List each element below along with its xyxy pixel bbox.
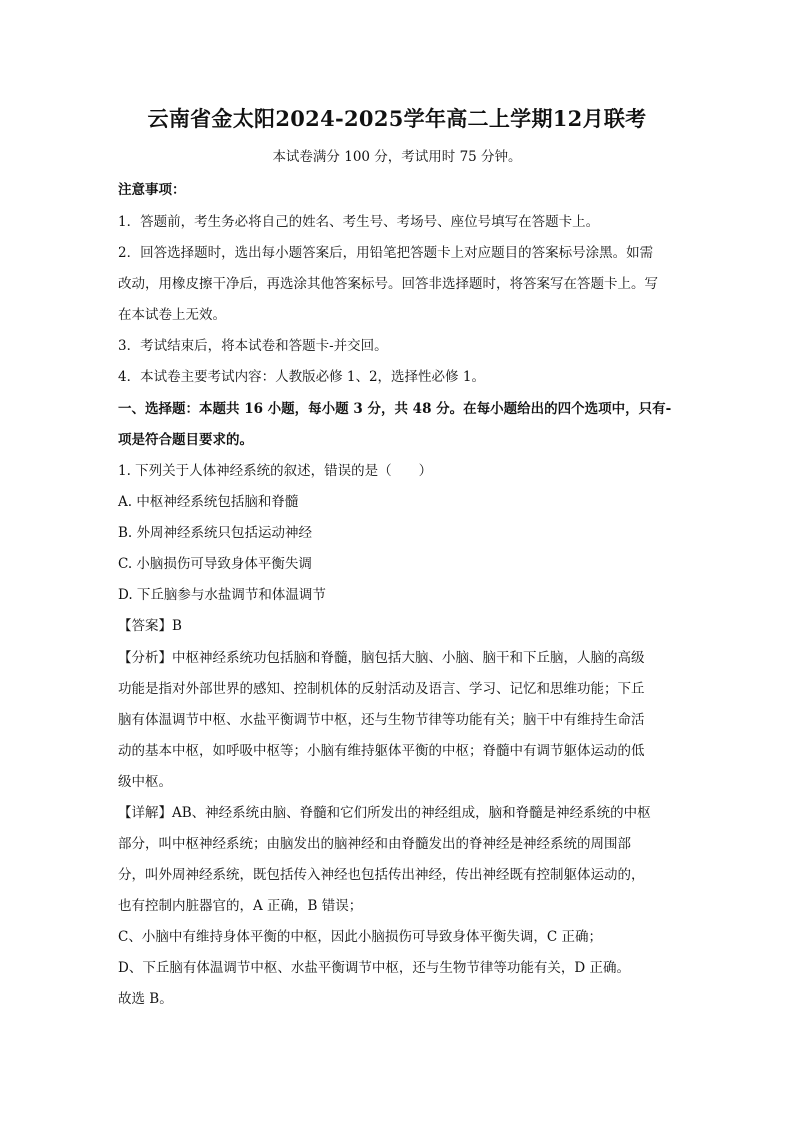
section-heading: 项是符合题目要求的。 bbox=[118, 432, 253, 448]
detail-line: 分，叫外周神经系统，既包括传入神经也包括传出神经，传出神经既有控制躯体运动的， bbox=[118, 867, 645, 883]
notice-line: 2．回答选择题时，选出每小题答案后，用铅笔把答题卡上对应题目的答案标号涂黑。如需 bbox=[118, 245, 654, 261]
option-c: C. 小脑损伤可导致身体平衡失调 bbox=[118, 556, 312, 572]
notice-line: 1．答题前，考生务必将自己的姓名、考生号、考场号、座位号填写在答题卡上。 bbox=[118, 214, 600, 230]
notice-line: 4．本试卷主要考试内容：人教版必修 1、2，选择性必修 1。 bbox=[118, 369, 485, 385]
analysis-line: 【分析】中枢神经系统功包括脑和脊髓，脑包括大脑、小脑、脑干和下丘脑，人脑的高级 bbox=[118, 650, 645, 666]
detail-line: 部分，叫中枢神经系统；由脑发出的脑神经和由脊髓发出的脊神经是神经系统的周围部 bbox=[118, 836, 631, 852]
notice-line: 改动，用橡皮擦干净后，再选涂其他答案标号。回答非选择题时，将答案写在答题卡上。写 bbox=[118, 276, 658, 292]
option-d: D. 下丘脑参与水盐调节和体温调节 bbox=[118, 587, 326, 603]
page-title: 云南省金太阳2024-2025学年高二上学期12月联考 bbox=[147, 106, 647, 131]
detail-line: 【详解】AB、神经系统由脑、脊髓和它们所发出的神经组成，脑和脊髓是神经系统的中枢 bbox=[118, 805, 651, 821]
detail-line: 故选 B。 bbox=[118, 991, 173, 1007]
notice-line: 3．考试结束后，将本试卷和答题卡-并交回。 bbox=[118, 338, 388, 354]
analysis-line: 级中枢。 bbox=[118, 774, 172, 790]
notice-line: 在本试卷上无效。 bbox=[118, 307, 226, 323]
analysis-line: 脑有体温调节中枢、水盐平衡调节中枢，还与生物节律等功能有关；脑干中有维持生命活 bbox=[118, 712, 645, 728]
detail-line: C、小脑中有维持身体平衡的中枢，因此小脑损伤可导致身体平衡失调，C 正确； bbox=[118, 929, 602, 945]
answer: 【答案】B bbox=[118, 618, 182, 634]
notice-heading: 注意事项： bbox=[118, 182, 186, 198]
question-stem: 1. 下列关于人体神经系统的叙述，错误的是（ ） bbox=[118, 463, 433, 479]
option-a: A. 中枢神经系统包括脑和脊髓 bbox=[118, 494, 299, 510]
analysis-line: 功能是指对外部世界的感知、控制机体的反射活动及语言、学习、记忆和思维功能；下丘 bbox=[118, 681, 645, 697]
detail-line: D、下丘脑有体温调节中枢、水盐平衡调节中枢，还与生物节律等功能有关，D 正确。 bbox=[118, 960, 630, 976]
detail-line: 也有控制内脏器官的，A 正确，B 错误； bbox=[118, 898, 363, 914]
analysis-line: 动的基本中枢，如呼吸中枢等；小脑有维持躯体平衡的中枢；脊髓中有调节躯体运动的低 bbox=[118, 743, 645, 759]
section-heading: 一、选择题：本题共 16 小题，每小题 3 分，共 48 分。在每小题给出的四个选项中，只有- bbox=[118, 401, 672, 417]
exam-info: 本试卷满分 100 分，考试用时 75 分钟。 bbox=[272, 149, 522, 165]
option-b: B. 外周神经系统只包括运动神经 bbox=[118, 525, 313, 541]
